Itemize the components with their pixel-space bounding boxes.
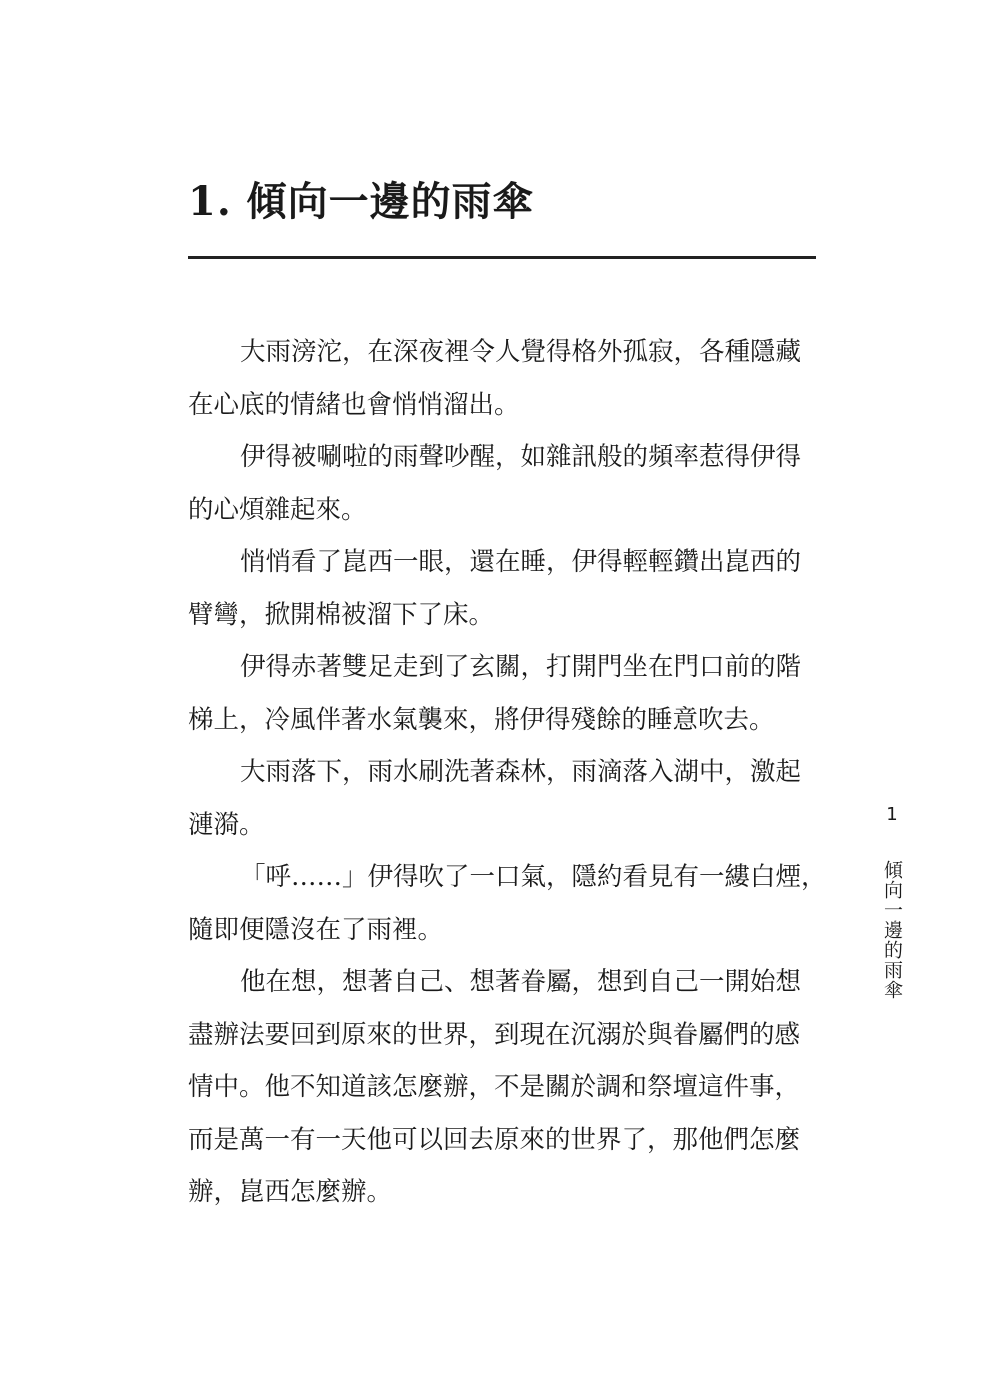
paragraph-5 bbox=[188, 746, 816, 851]
text-line: 漣漪。 bbox=[188, 809, 265, 840]
text-line: 「呼……」伊得吹了一口氣，隱約看見有一縷白煙， bbox=[240, 862, 827, 892]
paragraph-7 bbox=[188, 956, 816, 1219]
paragraph-4 bbox=[188, 641, 816, 746]
text-line: 盡辦法要回到原來的世界，到現在沉溺於與眷屬們的感 bbox=[188, 1019, 801, 1050]
text-line: 情中。他不知道該怎麼辦，不是關於調和祭壇這件事， bbox=[188, 1072, 801, 1102]
text-line: 伊得赤著雙足走到了玄關，打開門坐在門口前的階 bbox=[240, 652, 802, 682]
title-divider bbox=[188, 256, 816, 259]
paragraph-1 bbox=[188, 326, 816, 431]
text-line: 的心煩雜起來。 bbox=[188, 494, 367, 525]
text-line: 隨即便隱沒在了雨裡。 bbox=[188, 914, 444, 945]
text-line: 他在想，想著自己、想著眷屬，想到自己一開始想 bbox=[240, 967, 802, 997]
text-line: 梯上，冷風伴著水氣襲來，將伊得殘餘的睡意吹去。 bbox=[188, 704, 775, 735]
chapter-number: 1 bbox=[886, 804, 898, 825]
text-line: 辦，崑西怎麼辦。 bbox=[188, 1177, 393, 1207]
paragraph-6 bbox=[188, 851, 827, 956]
text-line: 大雨滂沱，在深夜裡令人覺得格外孤寂，各種隱藏 bbox=[240, 337, 802, 367]
text-line: 大雨落下，雨水刷洗著森林，雨滴落入湖中，激起 bbox=[240, 757, 802, 787]
paragraph-3 bbox=[188, 536, 816, 641]
body-text bbox=[188, 326, 827, 1219]
text-line: 悄悄看了崑西一眼，還在睡，伊得輕輕鑽出崑西的 bbox=[240, 547, 802, 577]
text-line: 在心底的情緒也會悄悄溜出。 bbox=[188, 389, 520, 420]
running-title: 傾向一邊的雨傘 bbox=[881, 860, 903, 1000]
text-line: 臂彎，掀開棉被溜下了床。 bbox=[188, 599, 495, 630]
chapter-title: 1. 傾向一邊的雨傘 bbox=[188, 178, 534, 225]
text-line: 而是萬一有一天他可以回去原來的世界了，那他們怎麼 bbox=[188, 1124, 801, 1155]
text-line: 伊得被唰啦的雨聲吵醒，如雜訊般的頻率惹得伊得 bbox=[240, 442, 802, 472]
running-head bbox=[872, 800, 912, 1000]
paragraph-2 bbox=[188, 431, 816, 536]
